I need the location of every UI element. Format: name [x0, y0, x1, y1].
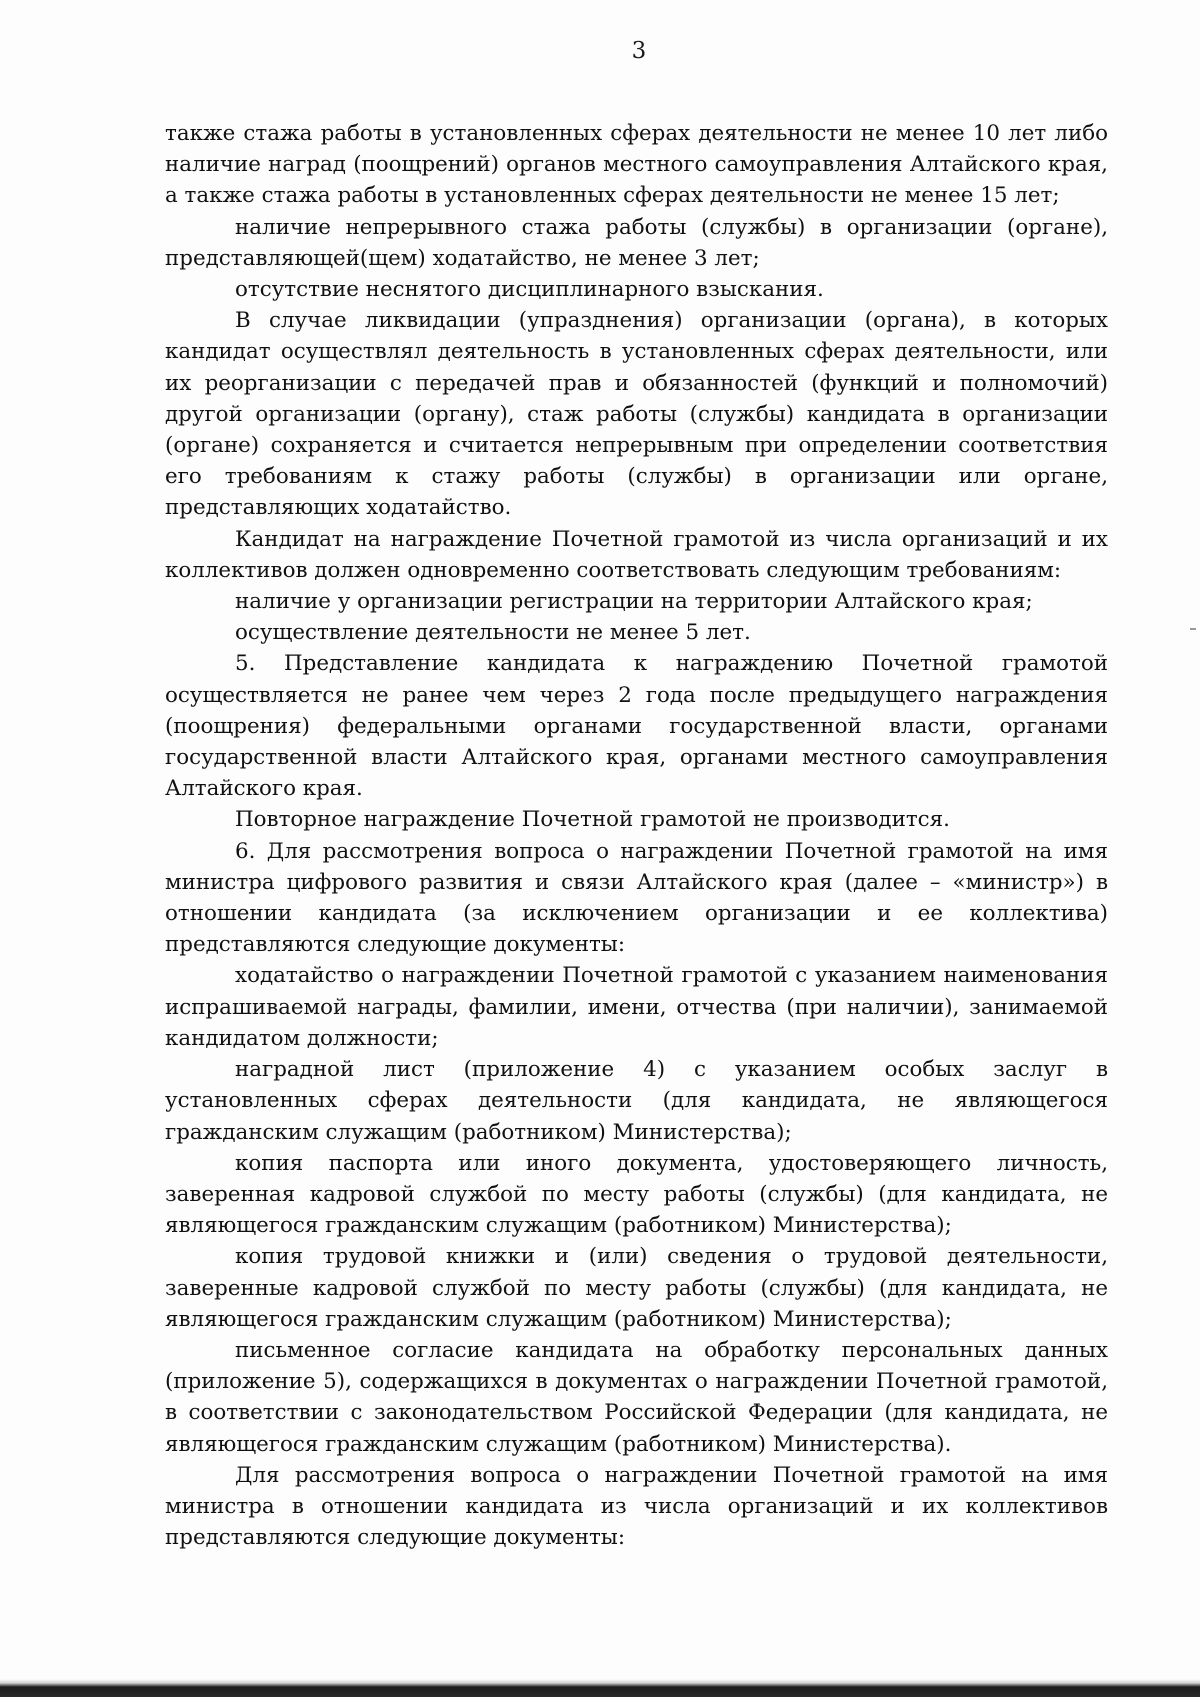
page-number: 3	[631, 38, 647, 64]
paragraph-organization-documents: Для рассмотрения вопроса о награждении Почетной грамотой на имя министра в отношении кандидата из числа организаций и их коллективов представляются следующие документы:	[165, 1462, 1108, 1551]
paragraph-passport-copy: копия паспорта или иного документа, удостоверяющего личность, заверенная кадровой службой по месту работы (службы) (для кандидата, не являющегося гражданским служащим (работником) Министерства);	[165, 1150, 1108, 1239]
paragraph-petition: ходатайство о награждении Почетной грамотой с указанием наименования испрашиваемой награды, фамилии, имени, отчества (при наличии), занимаемой кандидатом должности;	[165, 963, 1108, 1051]
paragraph-registration: наличие у организации регистрации на территории Алтайского края;	[235, 589, 1033, 615]
paragraph-item-5: 5. Представление кандидата к награждению Почетной грамотой осуществляется не ранее чем через 2 года после предыдущего награждения (поощрения) федеральными органами государственной власти, органами государственной власти Алтайского края, органами местного самоуправления Алтайского края.	[165, 651, 1108, 802]
paragraph-organization-requirements: Кандидат на награждение Почетной грамотой из числа организаций и их коллективов должен одновременно соответствовать следующим требованиям:	[165, 526, 1108, 583]
paragraph-employment-record: копия трудовой книжки и (или) сведения о трудовой деятельности, заверенные кадровой службой по месту работы (службы) (для кандидата, не являющегося гражданским служащим (работником) Министерства);	[165, 1244, 1108, 1332]
paragraph-activity-period: осуществление деятельности не менее 5 лет.	[235, 620, 751, 646]
paragraph-item-6: 6. Для рассмотрения вопроса о награждении Почетной грамотой на имя министра цифрового развития и связи Алтайского края (далее – «министр») в отношении кандидата (за исключением организации и ее коллектива) представляются следующие документы:	[165, 838, 1108, 958]
paragraph-consent: письменное согласие кандидата на обработку персональных данных (приложение 5), содержащихся в документах о награждении Почетной грамотой, в соответствии с законодательством Российской Федерации (для кандидата, не являющегося гражданским служащим (работником) Министерства).	[165, 1337, 1108, 1457]
document-body	[165, 118, 1108, 1553]
scan-mark	[1190, 628, 1196, 630]
paragraph-continuous-service: наличие непрерывного стажа работы (службы) в организации (органе), представляющей(щем) ходатайство, не менее 3 лет;	[165, 214, 1108, 271]
paragraph-continuation: также стажа работы в установленных сферах деятельности не менее 10 лет либо наличие наград (поощрений) органов местного самоуправления Алтайского края, а также стажа работы в установленных сферах деятельности не менее 15 лет;	[165, 121, 1108, 209]
paragraph-repeat-award: Повторное награждение Почетной грамотой не производится.	[235, 807, 950, 833]
scan-bottom-edge	[0, 1679, 1200, 1697]
paragraph-liquidation: В случае ликвидации (упразднения) организации (органа), в которых кандидат осуществлял деятельность в установленных сферах деятельности, или их реорганизации с передачей прав и обязанностей (функций и полномочий) другой организации (органу), стаж работы (службы) кандидата в организации (органе) сохраняется и считается непрерывным при определении соответствия его требованиям к стажу работы (службы) в организации или органе, представляющих ходатайство.	[165, 308, 1108, 521]
paragraph-award-sheet: наградной лист (приложение 4) с указанием особых заслуг в установленных сферах деятельности (для кандидата, не являющегося гражданским служащим (работником) Министерства);	[165, 1057, 1108, 1145]
paragraph-no-penalty: отсутствие неснятого дисциплинарного взыскания.	[235, 277, 824, 303]
